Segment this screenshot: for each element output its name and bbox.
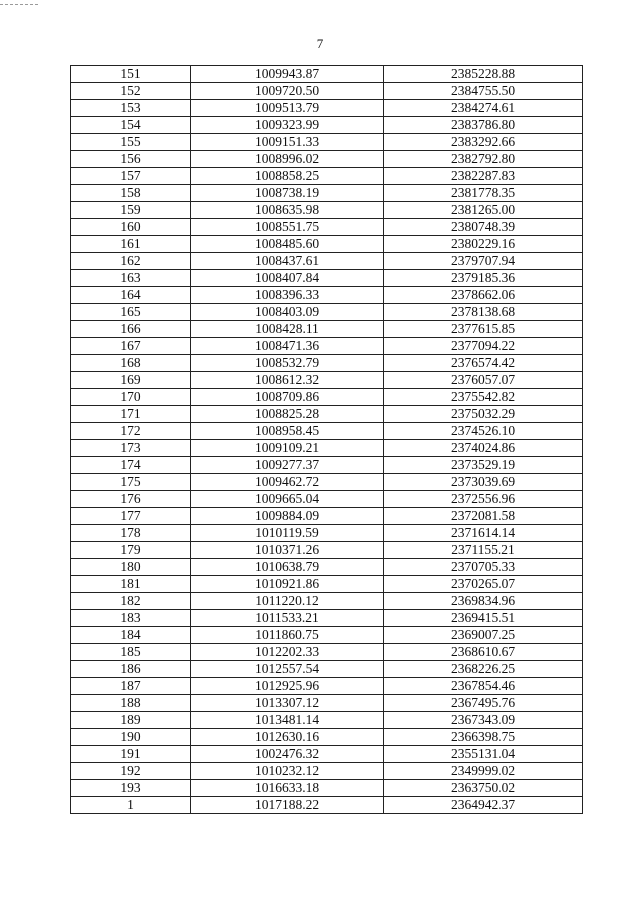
x-coordinate-cell: 1008738.19 xyxy=(191,185,384,202)
table-row xyxy=(71,440,583,457)
table-row xyxy=(71,253,583,270)
y-coordinate-cell: 2367854.46 xyxy=(384,678,583,695)
table-row xyxy=(71,202,583,219)
point-number-cell: 165 xyxy=(71,304,191,321)
y-coordinate-cell: 2366398.75 xyxy=(384,729,583,746)
table-row xyxy=(71,542,583,559)
point-number-cell: 178 xyxy=(71,525,191,542)
point-number-cell: 190 xyxy=(71,729,191,746)
x-coordinate-cell: 1008996.02 xyxy=(191,151,384,168)
y-coordinate-cell: 2382287.83 xyxy=(384,168,583,185)
x-coordinate-cell: 1013307.12 xyxy=(191,695,384,712)
y-coordinate-cell: 2368610.67 xyxy=(384,644,583,661)
y-coordinate-cell: 2367343.09 xyxy=(384,712,583,729)
y-coordinate-cell: 2384274.61 xyxy=(384,100,583,117)
coordinates-table-body xyxy=(71,66,583,814)
point-number-cell: 159 xyxy=(71,202,191,219)
point-number-cell: 179 xyxy=(71,542,191,559)
x-coordinate-cell: 1008437.61 xyxy=(191,253,384,270)
table-row xyxy=(71,644,583,661)
point-number-cell: 1 xyxy=(71,797,191,814)
x-coordinate-cell: 1011220.12 xyxy=(191,593,384,610)
x-coordinate-cell: 1008635.98 xyxy=(191,202,384,219)
x-coordinate-cell: 1010921.86 xyxy=(191,576,384,593)
table-row xyxy=(71,168,583,185)
y-coordinate-cell: 2369415.51 xyxy=(384,610,583,627)
page-number: 7 xyxy=(316,36,324,51)
x-coordinate-cell: 1009277.37 xyxy=(191,457,384,474)
point-number-cell: 151 xyxy=(71,66,191,83)
point-number-cell: 173 xyxy=(71,440,191,457)
point-number-cell: 161 xyxy=(71,236,191,253)
table-row xyxy=(71,219,583,236)
x-coordinate-cell: 1009323.99 xyxy=(191,117,384,134)
y-coordinate-cell: 2381265.00 xyxy=(384,202,583,219)
table-row xyxy=(71,100,583,117)
y-coordinate-cell: 2373039.69 xyxy=(384,474,583,491)
x-coordinate-cell: 1008428.11 xyxy=(191,321,384,338)
x-coordinate-cell: 1011860.75 xyxy=(191,627,384,644)
table-row xyxy=(71,117,583,134)
y-coordinate-cell: 2373529.19 xyxy=(384,457,583,474)
scan-corner-mark xyxy=(0,4,38,5)
point-number-cell: 153 xyxy=(71,100,191,117)
x-coordinate-cell: 1009462.72 xyxy=(191,474,384,491)
x-coordinate-cell: 1008471.36 xyxy=(191,338,384,355)
point-number-cell: 192 xyxy=(71,763,191,780)
table-row xyxy=(71,355,583,372)
y-coordinate-cell: 2385228.88 xyxy=(384,66,583,83)
y-coordinate-cell: 2370705.33 xyxy=(384,559,583,576)
point-number-cell: 189 xyxy=(71,712,191,729)
table-row xyxy=(71,287,583,304)
point-number-cell: 177 xyxy=(71,508,191,525)
x-coordinate-cell: 1008485.60 xyxy=(191,236,384,253)
x-coordinate-cell: 1002476.32 xyxy=(191,746,384,763)
point-number-cell: 156 xyxy=(71,151,191,168)
point-number-cell: 180 xyxy=(71,559,191,576)
y-coordinate-cell: 2374024.86 xyxy=(384,440,583,457)
point-number-cell: 185 xyxy=(71,644,191,661)
table-row xyxy=(71,508,583,525)
y-coordinate-cell: 2381778.35 xyxy=(384,185,583,202)
point-number-cell: 174 xyxy=(71,457,191,474)
table-row xyxy=(71,338,583,355)
x-coordinate-cell: 1010371.26 xyxy=(191,542,384,559)
x-coordinate-cell: 1008551.75 xyxy=(191,219,384,236)
y-coordinate-cell: 2377615.85 xyxy=(384,321,583,338)
y-coordinate-cell: 2383292.66 xyxy=(384,134,583,151)
y-coordinate-cell: 2384755.50 xyxy=(384,83,583,100)
point-number-cell: 152 xyxy=(71,83,191,100)
x-coordinate-cell: 1012925.96 xyxy=(191,678,384,695)
point-number-cell: 157 xyxy=(71,168,191,185)
y-coordinate-cell: 2376057.07 xyxy=(384,372,583,389)
point-number-cell: 158 xyxy=(71,185,191,202)
point-number-cell: 162 xyxy=(71,253,191,270)
x-coordinate-cell: 1012557.54 xyxy=(191,661,384,678)
table-row xyxy=(71,304,583,321)
point-number-cell: 175 xyxy=(71,474,191,491)
y-coordinate-cell: 2369834.96 xyxy=(384,593,583,610)
table-row xyxy=(71,321,583,338)
table-row xyxy=(71,457,583,474)
y-coordinate-cell: 2379707.94 xyxy=(384,253,583,270)
point-number-cell: 163 xyxy=(71,270,191,287)
y-coordinate-cell: 2377094.22 xyxy=(384,338,583,355)
point-number-cell: 193 xyxy=(71,780,191,797)
table-row xyxy=(71,236,583,253)
y-coordinate-cell: 2349999.02 xyxy=(384,763,583,780)
point-number-cell: 155 xyxy=(71,134,191,151)
y-coordinate-cell: 2371614.14 xyxy=(384,525,583,542)
point-number-cell: 166 xyxy=(71,321,191,338)
x-coordinate-cell: 1008709.86 xyxy=(191,389,384,406)
point-number-cell: 171 xyxy=(71,406,191,423)
y-coordinate-cell: 2371155.21 xyxy=(384,542,583,559)
x-coordinate-cell: 1009943.87 xyxy=(191,66,384,83)
table-row xyxy=(71,372,583,389)
y-coordinate-cell: 2378138.68 xyxy=(384,304,583,321)
y-coordinate-cell: 2379185.36 xyxy=(384,270,583,287)
y-coordinate-cell: 2383786.80 xyxy=(384,117,583,134)
point-number-cell: 160 xyxy=(71,219,191,236)
table-row xyxy=(71,610,583,627)
table-row xyxy=(71,576,583,593)
y-coordinate-cell: 2368226.25 xyxy=(384,661,583,678)
y-coordinate-cell: 2376574.42 xyxy=(384,355,583,372)
x-coordinate-cell: 1009884.09 xyxy=(191,508,384,525)
y-coordinate-cell: 2364942.37 xyxy=(384,797,583,814)
table-row xyxy=(71,559,583,576)
table-row xyxy=(71,712,583,729)
table-row xyxy=(71,661,583,678)
table-row xyxy=(71,491,583,508)
y-coordinate-cell: 2372081.58 xyxy=(384,508,583,525)
x-coordinate-cell: 1008858.25 xyxy=(191,168,384,185)
table-row xyxy=(71,474,583,491)
x-coordinate-cell: 1008396.33 xyxy=(191,287,384,304)
x-coordinate-cell: 1009665.04 xyxy=(191,491,384,508)
point-number-cell: 167 xyxy=(71,338,191,355)
x-coordinate-cell: 1016633.18 xyxy=(191,780,384,797)
point-number-cell: 191 xyxy=(71,746,191,763)
table-row xyxy=(71,66,583,83)
y-coordinate-cell: 2375542.82 xyxy=(384,389,583,406)
point-number-cell: 181 xyxy=(71,576,191,593)
table-row xyxy=(71,780,583,797)
x-coordinate-cell: 1008403.09 xyxy=(191,304,384,321)
table-row xyxy=(71,627,583,644)
x-coordinate-cell: 1011533.21 xyxy=(191,610,384,627)
point-number-cell: 170 xyxy=(71,389,191,406)
coordinates-table xyxy=(70,65,583,814)
table-row xyxy=(71,763,583,780)
x-coordinate-cell: 1009109.21 xyxy=(191,440,384,457)
table-row xyxy=(71,406,583,423)
y-coordinate-cell: 2378662.06 xyxy=(384,287,583,304)
point-number-cell: 172 xyxy=(71,423,191,440)
point-number-cell: 169 xyxy=(71,372,191,389)
point-number-cell: 188 xyxy=(71,695,191,712)
x-coordinate-cell: 1017188.22 xyxy=(191,797,384,814)
y-coordinate-cell: 2370265.07 xyxy=(384,576,583,593)
table-row xyxy=(71,389,583,406)
table-row xyxy=(71,593,583,610)
x-coordinate-cell: 1010232.12 xyxy=(191,763,384,780)
x-coordinate-cell: 1012630.16 xyxy=(191,729,384,746)
table-row xyxy=(71,797,583,814)
point-number-cell: 184 xyxy=(71,627,191,644)
point-number-cell: 154 xyxy=(71,117,191,134)
x-coordinate-cell: 1009513.79 xyxy=(191,100,384,117)
x-coordinate-cell: 1009151.33 xyxy=(191,134,384,151)
x-coordinate-cell: 1012202.33 xyxy=(191,644,384,661)
table-row xyxy=(71,270,583,287)
table-row xyxy=(71,695,583,712)
y-coordinate-cell: 2372556.96 xyxy=(384,491,583,508)
table-row xyxy=(71,678,583,695)
point-number-cell: 168 xyxy=(71,355,191,372)
y-coordinate-cell: 2375032.29 xyxy=(384,406,583,423)
table-row xyxy=(71,729,583,746)
point-number-cell: 186 xyxy=(71,661,191,678)
x-coordinate-cell: 1008407.84 xyxy=(191,270,384,287)
y-coordinate-cell: 2355131.04 xyxy=(384,746,583,763)
y-coordinate-cell: 2380748.39 xyxy=(384,219,583,236)
table-row xyxy=(71,83,583,100)
x-coordinate-cell: 1010638.79 xyxy=(191,559,384,576)
point-number-cell: 182 xyxy=(71,593,191,610)
y-coordinate-cell: 2363750.02 xyxy=(384,780,583,797)
y-coordinate-cell: 2380229.16 xyxy=(384,236,583,253)
y-coordinate-cell: 2374526.10 xyxy=(384,423,583,440)
point-number-cell: 183 xyxy=(71,610,191,627)
table-row xyxy=(71,525,583,542)
y-coordinate-cell: 2382792.80 xyxy=(384,151,583,168)
x-coordinate-cell: 1009720.50 xyxy=(191,83,384,100)
x-coordinate-cell: 1010119.59 xyxy=(191,525,384,542)
x-coordinate-cell: 1008825.28 xyxy=(191,406,384,423)
x-coordinate-cell: 1008612.32 xyxy=(191,372,384,389)
x-coordinate-cell: 1008958.45 xyxy=(191,423,384,440)
point-number-cell: 164 xyxy=(71,287,191,304)
point-number-cell: 187 xyxy=(71,678,191,695)
table-row xyxy=(71,151,583,168)
table-row xyxy=(71,134,583,151)
table-row xyxy=(71,185,583,202)
table-row xyxy=(71,423,583,440)
y-coordinate-cell: 2369007.25 xyxy=(384,627,583,644)
point-number-cell: 176 xyxy=(71,491,191,508)
x-coordinate-cell: 1013481.14 xyxy=(191,712,384,729)
x-coordinate-cell: 1008532.79 xyxy=(191,355,384,372)
y-coordinate-cell: 2367495.76 xyxy=(384,695,583,712)
table-row xyxy=(71,746,583,763)
